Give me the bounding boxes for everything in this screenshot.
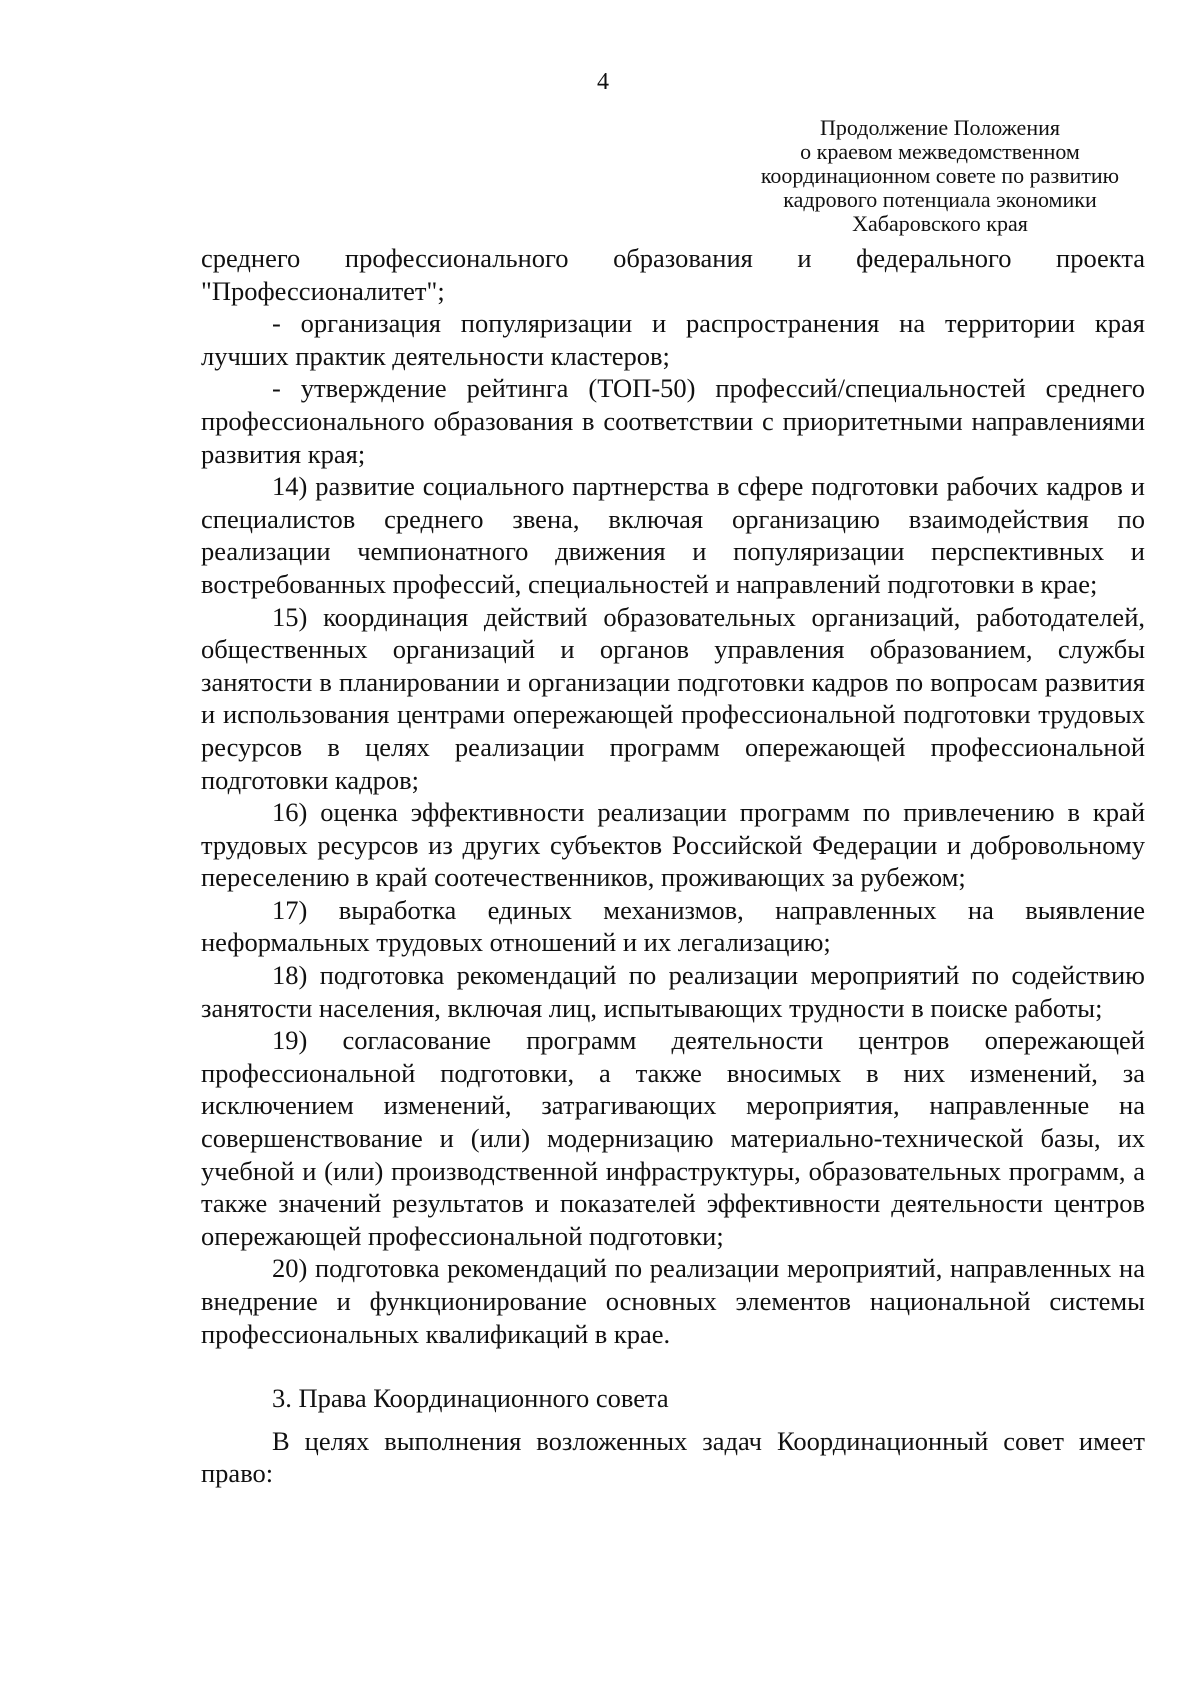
paragraph: среднего профессионального образования и федерального проекта "Профессионалитет"; <box>201 243 1145 306</box>
paragraph: В целях выполнения возложенных задач Координационный совет имеет право: <box>201 1425 1145 1489</box>
header-line: Хабаровского края <box>852 211 1028 236</box>
paragraph: 15) координация действий образовательных организаций, работодателей, общественных организаций и органов управления образованием, службы занятости в планировании и организации подготовки кадров по вопросам развития и использования центрами опережающей профессиональной подготовки трудовых ресурсов в целях реализации программ опережающей профессиональной подготовки кадров; <box>201 601 1145 795</box>
page-number: 4 <box>597 69 609 95</box>
paragraph: 16) оценка эффективности реализации программ по привлечению в край трудовых ресурсов из других субъектов Российской Федерации и добровольному переселению в край соотечественников, проживающих за рубежом; <box>201 797 1145 893</box>
document-body <box>201 242 1145 1490</box>
paragraph: 17) выработка единых механизмов, направленных на выявление неформальных трудовых отношений и их легализацию; <box>201 894 1145 958</box>
paragraph: 14) развитие социального партнерства в сфере подготовки рабочих кадров и специалистов среднего звена, включая организацию взаимодействия по реализации чемпионатного движения и популяризации перспективных и востребованных профессий, специальностей и направлений подготовки в крае; <box>201 471 1145 599</box>
paragraph: 19) согласование программ деятельности центров опережающей профессиональной подготовки, а также вносимых в них изменений, за исключением изменений, затрагивающих мероприятия, направленные на совершенствование и (или) модернизацию материально-технической базы, их учебной и (или) производственной инфраструктуры, образовательных программ, а также значений результатов и показателей эффективности деятельности центров опережающей профессиональной подготовки; <box>201 1025 1145 1251</box>
header-line: кадрового потенциала экономики <box>783 187 1097 212</box>
paragraph: 20) подготовка рекомендаций по реализации мероприятий, направленных на внедрение и функционирование основных элементов национальной системы профессиональных квалификаций в крае. <box>201 1253 1145 1349</box>
paragraph: - утверждение рейтинга (ТОП-50) профессий/специальностей среднего профессионального образования в соответствии с приоритетными направлениями развития края; <box>201 373 1145 469</box>
paragraph: 18) подготовка рекомендаций по реализации мероприятий по содействию занятости населения, включая лиц, испытывающих трудности в поиске работы; <box>201 960 1145 1023</box>
header-line: координационном совете по развитию <box>760 163 1120 188</box>
paragraph: - организация популяризации и распространения на территории края лучших практик деятельности кластеров; <box>201 308 1145 371</box>
document-header <box>740 116 1140 236</box>
section-title: 3. Права Координационного совета <box>272 1383 669 1414</box>
header-line: Продолжение Положения <box>820 115 1060 140</box>
header-line: о краевом межведомственном <box>800 139 1080 164</box>
